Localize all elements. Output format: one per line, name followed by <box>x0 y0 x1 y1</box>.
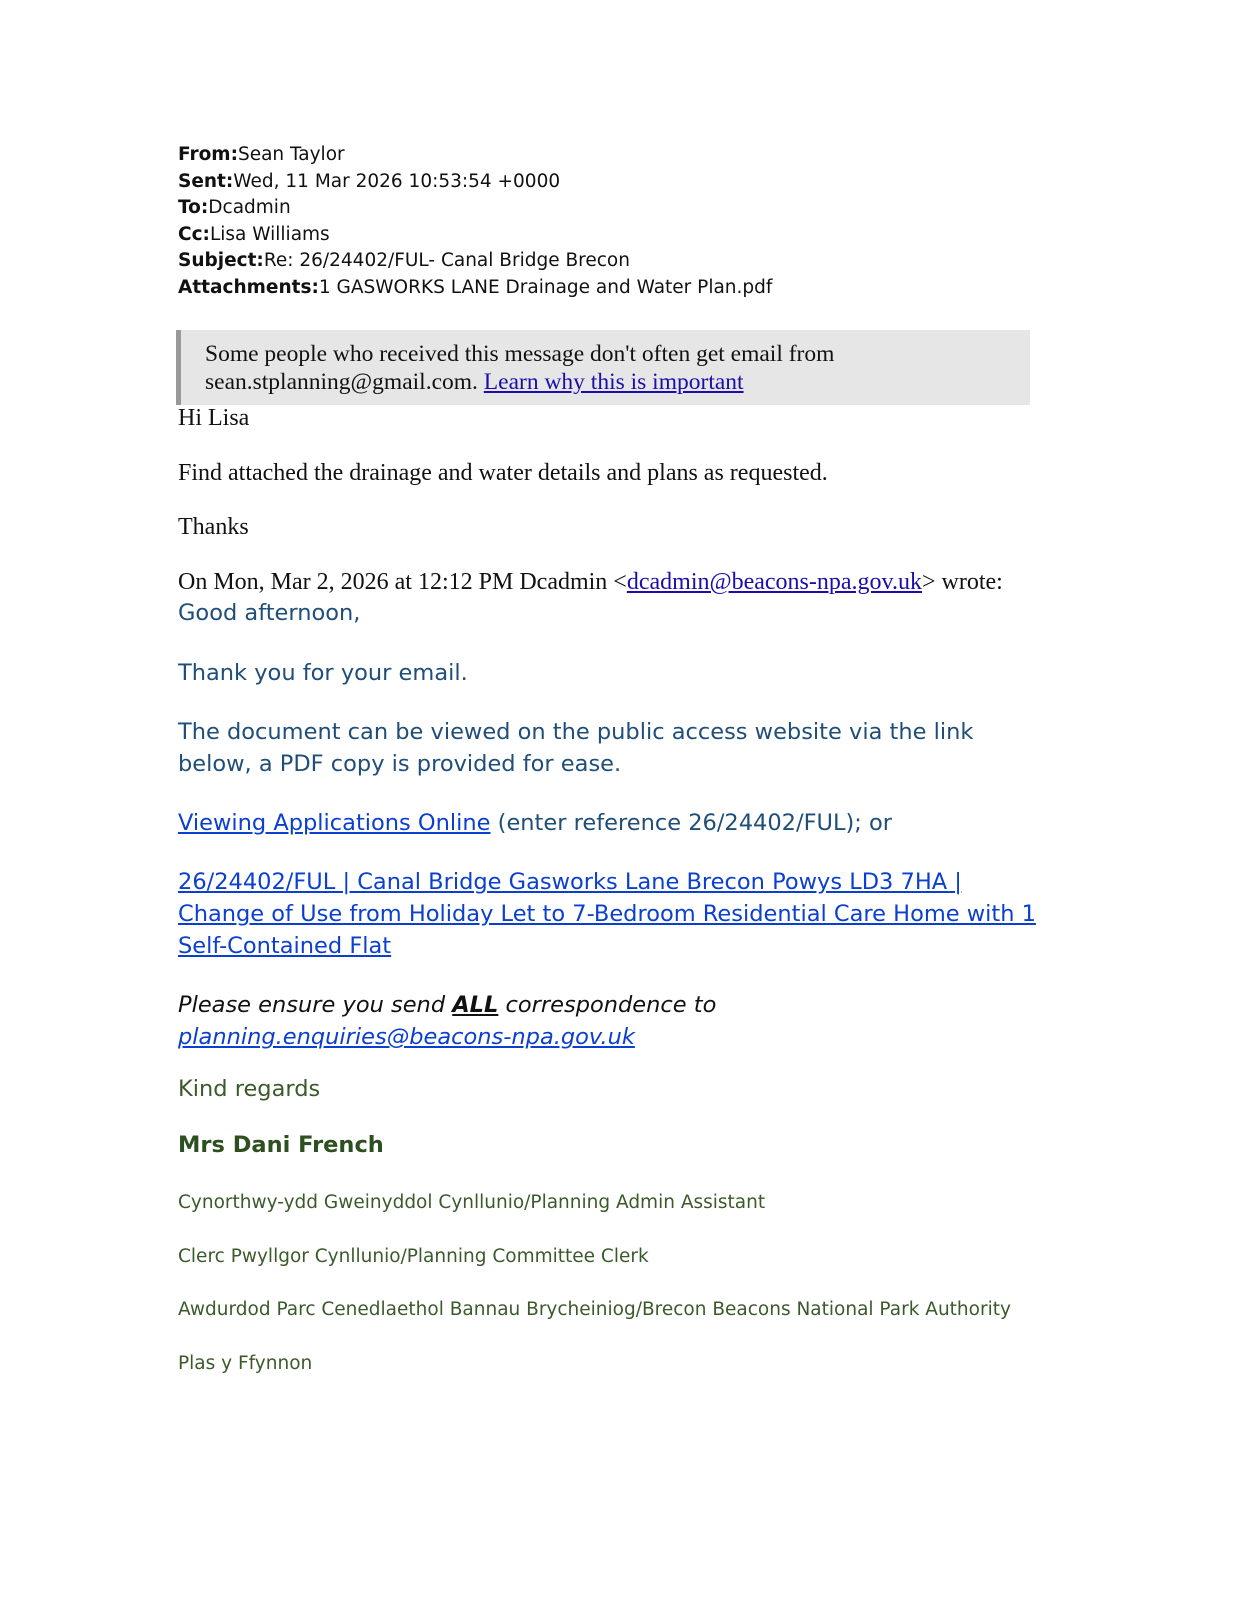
signature-regards: Kind regards <box>178 1076 321 1102</box>
sent-label: Sent: <box>178 170 234 192</box>
notice-line-1: Some people who received this message don't often get email from <box>205 341 835 367</box>
attachments-label: Attachments: <box>178 276 319 298</box>
subject-value: Re: 26/24402/FUL- Canal Bridge Brecon <box>263 250 630 272</box>
signature-name: Mrs Dani French <box>178 1132 384 1158</box>
subject-row <box>178 248 772 275</box>
sent-row <box>178 169 772 196</box>
quote-attribution <box>178 569 1003 596</box>
to-label: To: <box>178 197 209 219</box>
attachments-value[interactable]: 1 GASWORKS LANE Drainage and Water Plan.pdf <box>318 276 773 298</box>
sent-value: Wed, 11 Mar 2026 10:53:54 +0000 <box>233 170 561 192</box>
from-row <box>178 142 772 169</box>
application-link[interactable]: 26/24402/FUL | Canal Bridge Gasworks Lane Brecon Powys LD3 7HA | Change of Use from Holiday Let to 7-Bedroom Residential Care Home with 1 Self-Contained Flat <box>178 869 1036 959</box>
dcadmin-email-link[interactable]: dcadmin@beacons-npa.gov.uk <box>626 569 922 595</box>
from-value: Sean Taylor <box>237 144 345 165</box>
reply-thanks: Thanks <box>178 514 249 540</box>
to-value: Dcadmin <box>208 197 291 219</box>
ensure-all: ALL <box>452 992 499 1018</box>
from-label: From: <box>178 144 238 165</box>
quoted-document-text: The document can be viewed on the public access website via the link below, a PDF copy is provided for ease. <box>178 719 974 777</box>
reply-body: Find attached the drainage and water details and plans as requested. <box>178 460 828 486</box>
cc-row <box>178 222 772 249</box>
ensure-middle: correspondence to <box>498 992 717 1018</box>
viewing-line <box>178 807 1038 839</box>
signature-address: Plas y Ffynnon <box>178 1353 313 1374</box>
quote-outro: > wrote: <box>921 569 1003 595</box>
learn-why-link[interactable]: Learn why this is important <box>483 369 744 395</box>
subject-label: Subject: <box>178 250 264 272</box>
signature-role-1: Cynorthwy-ydd Gweinyddol Cynllunio/Planning Admin Assistant <box>178 1192 766 1213</box>
external-sender-notice <box>176 330 1030 405</box>
viewing-suffix: (enter reference 26/24402/FUL); or <box>490 810 893 836</box>
quoted-greeting: Good afternoon, <box>178 600 361 626</box>
planning-enquiries-link[interactable]: planning.enquiries@beacons-npa.gov.uk <box>178 1024 635 1050</box>
quote-intro: On Mon, Mar 2, 2026 at 12:12 PM Dcadmin < <box>178 569 627 595</box>
viewing-applications-link[interactable]: Viewing Applications Online <box>178 810 491 836</box>
to-row <box>178 195 772 222</box>
signature-role-2: Clerc Pwyllgor Cynllunio/Planning Committee Clerk <box>178 1246 649 1267</box>
notice-sender-email: sean.stplanning@gmail.com. <box>205 369 478 395</box>
reply-greeting: Hi Lisa <box>178 405 250 431</box>
ensure-line <box>178 989 978 1053</box>
quoted-thanks: Thank you for your email. <box>178 660 468 686</box>
ensure-prefix: Please ensure you send <box>178 992 453 1018</box>
signature-organisation: Awdurdod Parc Cenedlaethol Bannau Brycheiniog/Brecon Beacons National Park Authority <box>178 1299 1011 1320</box>
cc-value: Lisa Williams <box>209 223 330 245</box>
cc-label: Cc: <box>178 223 210 245</box>
notice-line-2 <box>205 368 1030 396</box>
attachments-row <box>178 275 772 302</box>
application-line <box>178 866 1040 962</box>
email-header <box>178 142 772 302</box>
